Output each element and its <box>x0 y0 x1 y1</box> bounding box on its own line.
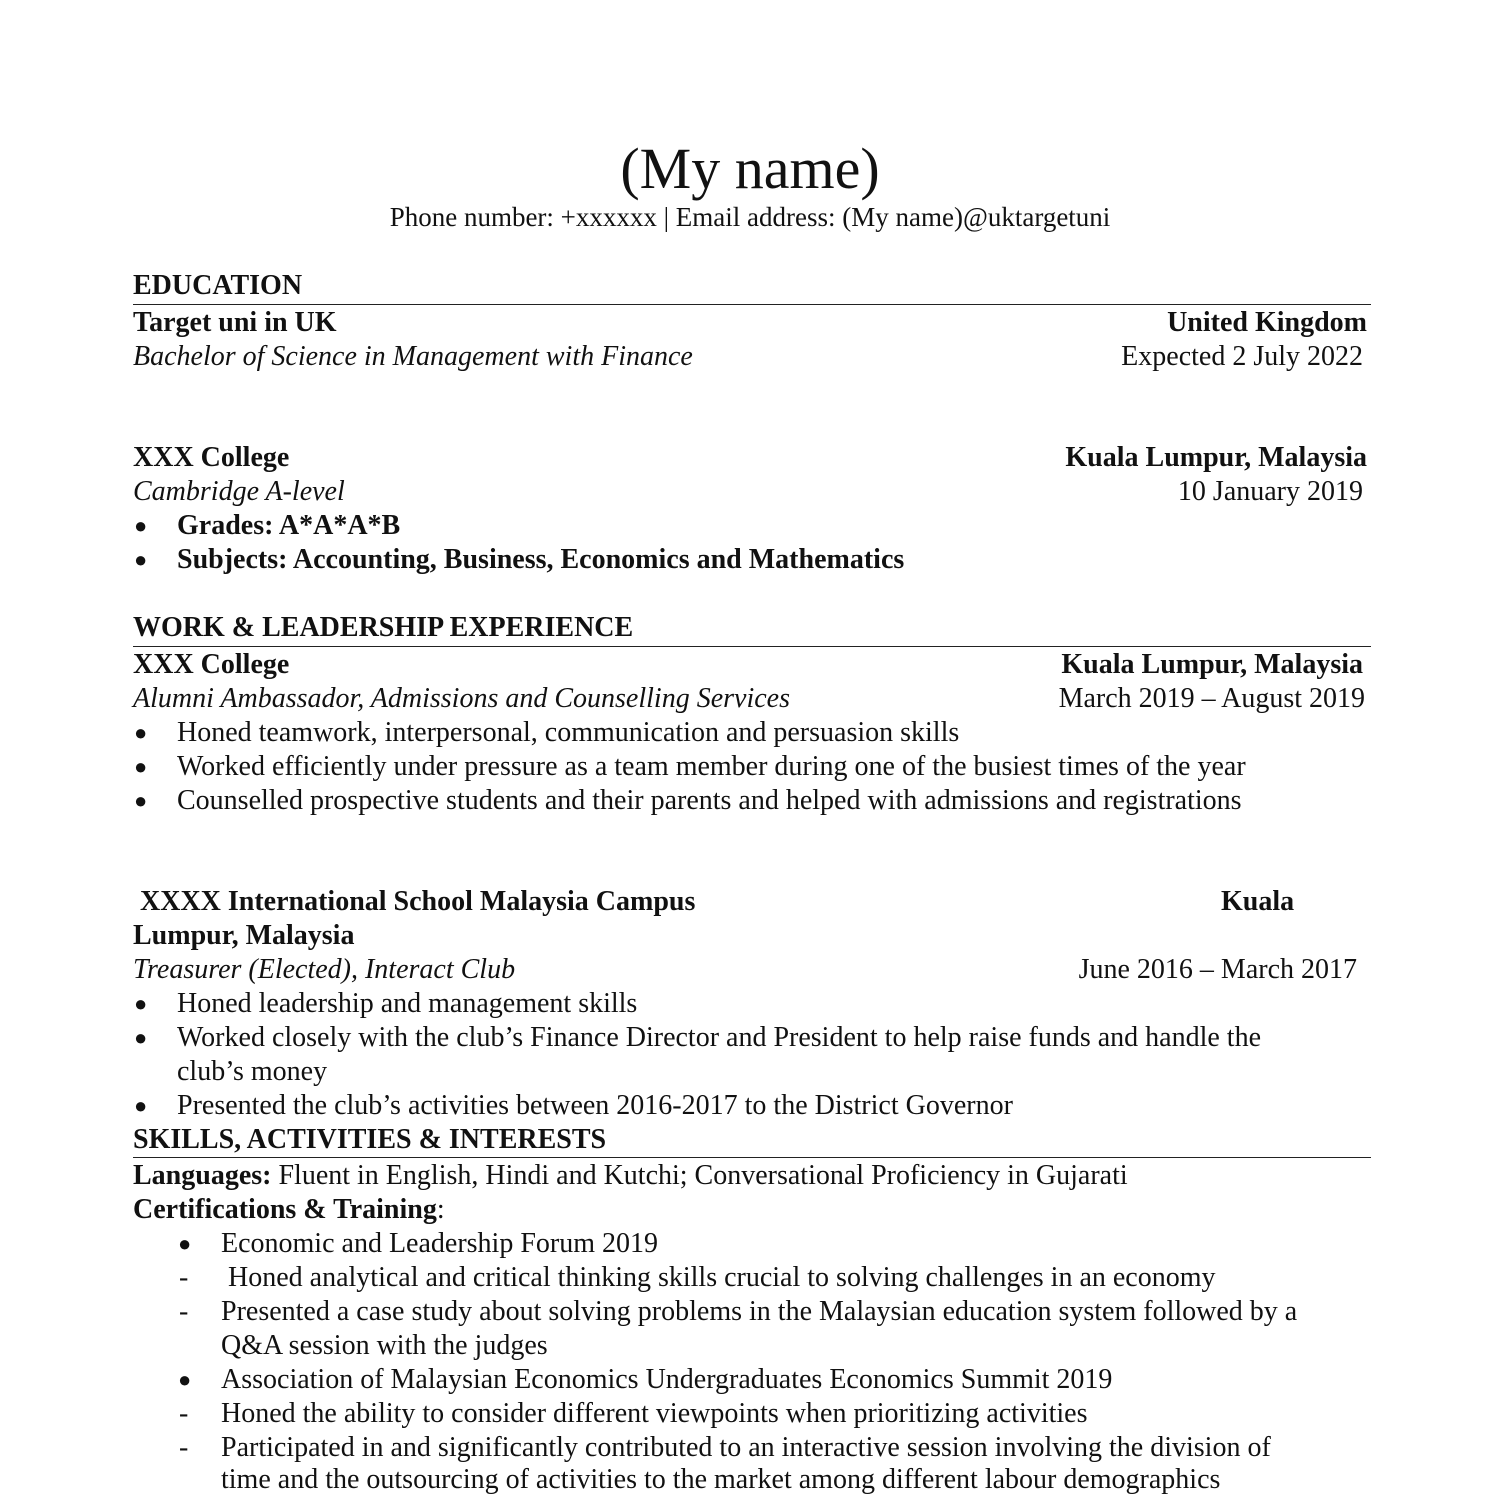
education-divider <box>133 304 1371 305</box>
dash-icon: - <box>179 1432 189 1463</box>
work-role: Treasurer (Elected), Interact Club <box>133 954 516 985</box>
education-bullet: Grades: A*A*A*B <box>177 510 401 541</box>
languages-text: Fluent in English, Hindi and Kutchi; Conversational Proficiency in Gujarati <box>271 1160 1128 1191</box>
work-bullet-continued: club’s money <box>177 1056 328 1087</box>
dash-icon: - <box>179 1296 189 1327</box>
bullet-icon: ● <box>134 720 148 745</box>
work-date: March 2019 – August 2019 <box>1058 683 1365 714</box>
work-role: Alumni Ambassador, Admissions and Counselling Services <box>133 683 790 714</box>
certification-detail: Participated in and significantly contributed to an interactive session involving the division of <box>221 1432 1271 1463</box>
dash-icon: - <box>179 1262 189 1293</box>
education-heading: EDUCATION <box>133 270 303 301</box>
work-location: Kuala <box>1221 886 1295 917</box>
certification-detail: Honed analytical and critical thinking skills crucial to solving challenges in an economy <box>221 1262 1216 1293</box>
work-heading: WORK & LEADERSHIP EXPERIENCE <box>133 612 634 643</box>
bullet-icon: ● <box>134 991 148 1016</box>
work-organization: XXX College <box>133 649 290 680</box>
dash-icon: - <box>179 1398 189 1429</box>
certification-item: Association of Malaysian Economics Undergraduates Economics Summit 2019 <box>221 1364 1113 1395</box>
resume-name: (My name) <box>620 136 880 201</box>
education-date: Expected 2 July 2022 <box>1121 341 1363 372</box>
work-bullet: Honed leadership and management skills <box>177 988 638 1019</box>
bullet-icon: ● <box>134 1025 148 1050</box>
bullet-icon: ● <box>134 547 148 572</box>
work-location: Kuala Lumpur, Malaysia <box>1061 649 1363 680</box>
education-location: Kuala Lumpur, Malaysia <box>1065 442 1367 473</box>
certification-detail: Honed the ability to consider different viewpoints when prioritizing activities <box>221 1398 1088 1429</box>
work-divider <box>133 646 1371 647</box>
work-bullet: Worked efficiently under pressure as a team member during one of the busiest times of the year <box>177 751 1246 782</box>
bullet-icon: ● <box>134 788 148 813</box>
education-location: United Kingdom <box>1167 307 1367 338</box>
education-date: 10 January 2019 <box>1177 476 1363 507</box>
contact-line: Phone number: +xxxxxx | Email address: (My name)@uktargetuni <box>389 202 1111 232</box>
work-organization: XXXX International School Malaysia Campus <box>133 886 696 917</box>
certification-detail: Presented a case study about solving problems in the Malaysian education system followed by a <box>221 1296 1298 1327</box>
education-bullet: Subjects: Accounting, Business, Economics and Mathematics <box>177 544 905 575</box>
certification-detail-continued: time and the outsourcing of activities to the market among different labour demographics <box>221 1464 1221 1495</box>
education-program: Cambridge A-level <box>133 476 345 507</box>
work-bullet: Honed teamwork, interpersonal, communication and persuasion skills <box>177 717 960 748</box>
languages-label: Languages: <box>133 1160 272 1191</box>
work-bullet: Worked closely with the club’s Finance Director and President to help raise funds and handle the <box>177 1022 1262 1053</box>
education-institution: XXX College <box>133 442 290 473</box>
bullet-icon: ● <box>134 1093 148 1118</box>
bullet-icon: ● <box>178 1367 192 1392</box>
skills-divider <box>133 1157 1371 1158</box>
bullet-icon: ● <box>134 513 148 538</box>
certification-item: Economic and Leadership Forum 2019 <box>221 1228 659 1259</box>
languages-line <box>133 1159 1128 1193</box>
skills-heading: SKILLS, ACTIVITIES & INTERESTS <box>133 1124 607 1155</box>
education-institution: Target uni in UK <box>133 307 337 338</box>
certifications-line <box>133 1193 445 1227</box>
education-program: Bachelor of Science in Management with Finance <box>133 341 693 372</box>
certification-detail-continued: Q&A session with the judges <box>221 1330 548 1361</box>
work-bullet: Counselled prospective students and their parents and helped with admissions and registrations <box>177 785 1242 816</box>
work-location-continued: Lumpur, Malaysia <box>133 920 355 951</box>
bullet-icon: ● <box>178 1231 192 1256</box>
certifications-label: Certifications & Training <box>133 1194 437 1225</box>
certifications-colon: : <box>436 1194 445 1225</box>
work-bullet: Presented the club’s activities between 2016-2017 to the District Governor <box>177 1090 1013 1121</box>
bullet-icon: ● <box>134 754 148 779</box>
work-date: June 2016 – March 2017 <box>1078 954 1357 985</box>
